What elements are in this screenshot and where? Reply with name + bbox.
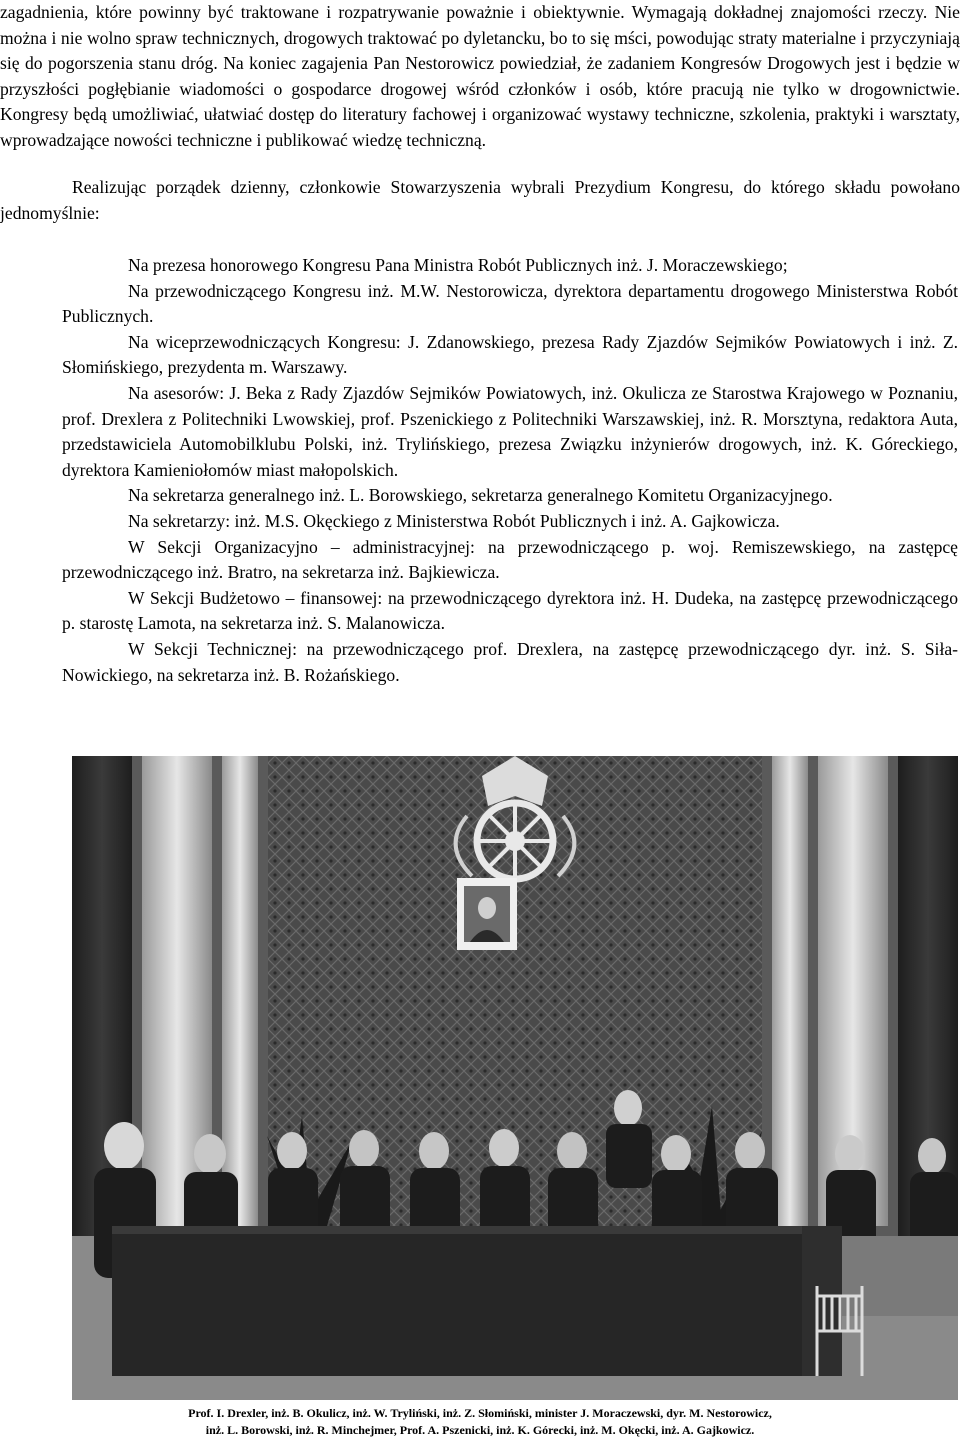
appointments-list bbox=[62, 253, 958, 688]
appointment-chairman: Na przewodniczącego Kongresu inż. M.W. Nestorowicza, dyrektora departamentu drogowego Ministerstwa Robót Publicznych. bbox=[62, 280, 958, 327]
photo-caption-line-2: inż. L. Borowski, inż. R. Minchejmer, Prof. A. Pszenicki, inż. K. Górecki, inż. M. Okęcki, inż. A. Gajkowicz. bbox=[205, 1423, 755, 1437]
appointment-honorary-president: Na prezesa honorowego Kongresu Pana Ministra Robót Publicznych inż. J. Moraczewskiego; bbox=[128, 255, 788, 275]
appointment-section-budget: W Sekcji Budżetowo – finansowej: na przewodniczącego dyrektora inż. H. Dudeka, na zastępcę przewodniczącego p. starostę Lamota, na sekretarza inż. S. Malanowicza. bbox=[62, 587, 958, 634]
photo-caption-line-1: Prof. I. Drexler, inż. B. Okulicz, inż. W. Tryliński, inż. Z. Słomiński, minister J. Moraczewski, dyr. M. Nestorowicz, bbox=[188, 1406, 772, 1420]
appointment-section-technical: W Sekcji Technicznej: na przewodniczącego prof. Drexlera, na zastępcę przewodniczącego dyr. inż. S. Siła-Nowickiego, na sekretarza inż. B. Rożańskiego. bbox=[62, 638, 958, 685]
appointment-secretaries: Na sekretarzy: inż. M.S. Okęckiego z Ministerstwa Robót Publicznych i inż. A. Gajkowicza. bbox=[128, 510, 780, 531]
appointment-general-secretary: Na sekretarza generalnego inż. L. Borowskiego, sekretarza generalnego Komitetu Organizacyjnego. bbox=[128, 485, 833, 506]
agenda-paragraph: Realizując porządek dzienny, członkowie Stowarzyszenia wybrali Prezydium Kongresu, do którego składu powołano jednomyślnie: bbox=[0, 177, 960, 223]
appointment-section-organizational: W Sekcji Organizacyjno – administracyjnej: na przewodniczącego p. woj. Remiszewskiego, na zastępcę przewodniczącego inż. Bratro, na sekretarza inż. Bajkiewicza. bbox=[62, 536, 958, 583]
congress-presidium-photo bbox=[72, 756, 958, 1400]
appointment-vice-chairmen: Na wiceprzewodniczących Kongresu: J. Zdanowskiego, prezesa Rady Zjazdów Sejmików Powiatowych i inż. Z. Słomińskiego, prezydenta m. Warszawy. bbox=[62, 331, 958, 378]
intro-paragraph: zagadnienia, które powinny być traktowane i rozpatrywanie poważnie i obiektywnie. Wymagają dokładnej znajomości rzeczy. Nie można i nie wolno spraw technicznych, drogowych traktować po dyletancku, bo to się mści, powodując straty materialne i przyczyniają się do pogorszenia stanu dróg. Na koniec zagajenia Pan Nestorowicz powiedział, że zadaniem Kongresów Drogowych jest i będzie w przyszłości pogłębianie wiadomości o gospodarce drogowej wśród członków i osób, które pracują nie tylko w drogownictwie. Kongresy będą umożliwiać, ułatwiać dostęp do literatury fachowej i organizować wystawy techniczne, szkolenia, praktyki i warsztaty, wprowadzające nowości techniczne i publikować wiedzę techniczną. bbox=[0, 2, 960, 150]
appointment-assessors: Na asesorów: J. Beka z Rady Zjazdów Sejmików Powiatowych, inż. Okulicza ze Starostwa Krajowego w Poznaniu, prof. Drexlera z Politechniki Lwowskiej, prof. Pszenickiego z Politechniki Warszawskiej, inż. R. Morsztyna, redaktora Auta, przedstawiciela Automobilklubu Polski, inż. Trylińskiego, prezesa Związku inżynierów drogowych, inż. K. Góreckiego, dyrektora Kamieniołomów miast małopolskich. bbox=[62, 382, 958, 480]
photo-caption bbox=[0, 1405, 960, 1439]
